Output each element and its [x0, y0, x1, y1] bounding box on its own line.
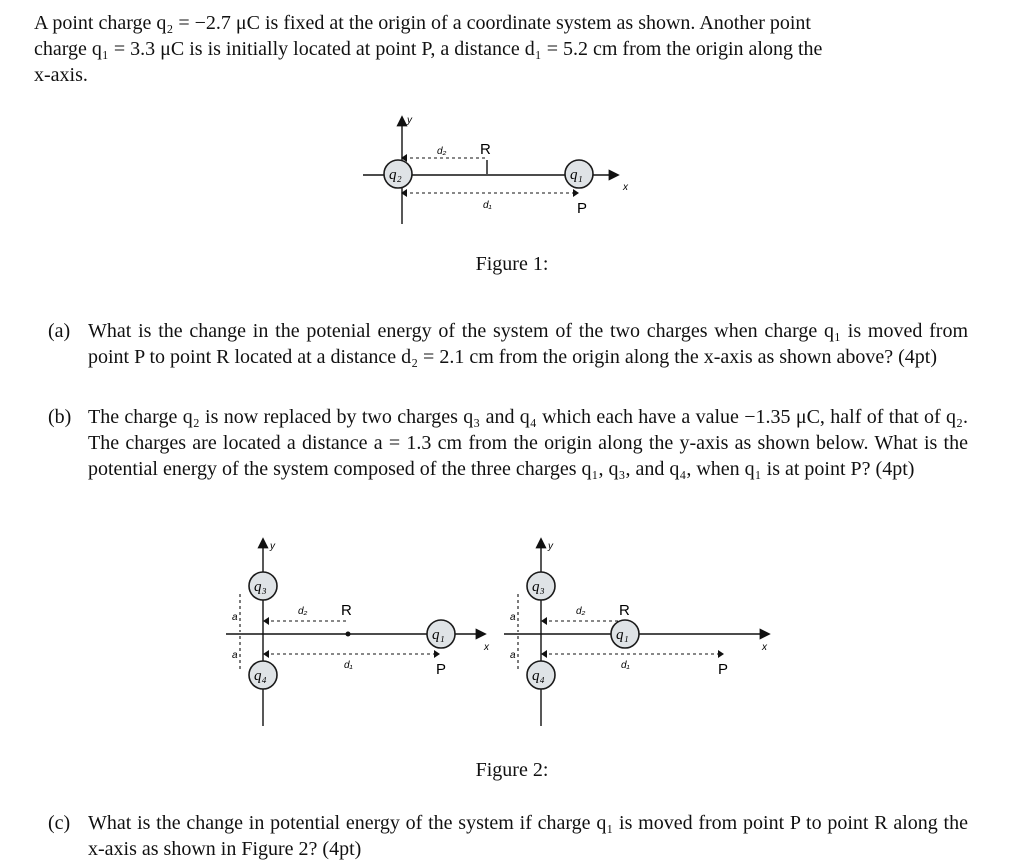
intro-line-2: charge q₁ = 3.3 μC is is initially located at point P, a distance d₁ = 5.2 cm from the origin along the	[34, 38, 823, 60]
charge-q1-label: q₁	[616, 627, 629, 643]
figure-2-left-diagram	[222, 534, 502, 734]
y-axis-label: y	[407, 115, 412, 126]
y-axis-label: y	[270, 541, 275, 552]
point-r-label: R	[619, 602, 630, 619]
d2-label: d₂	[298, 606, 308, 617]
part-c-text: What is the change in potential energy of the system if charge q₁ is moved from point P to point R along the x-axis as shown in Figure 2? (4pt)	[88, 812, 968, 860]
figure-1-caption: Figure 1:	[475, 253, 549, 275]
figure-2-right-diagram	[500, 534, 780, 734]
d2-label: d₂	[576, 606, 586, 617]
d1-label: d₁	[344, 660, 353, 671]
charge-q1-label: q₁	[570, 167, 583, 183]
d1-arrowhead-right	[573, 189, 579, 197]
figure-1-diagram	[355, 112, 655, 232]
point-p-label: P	[436, 661, 447, 678]
question-part-c	[48, 810, 968, 862]
d1-arrowhead-left	[263, 650, 269, 658]
d2-label: d₂	[437, 146, 447, 157]
x-axis-label: x	[623, 182, 628, 193]
point-p-label: P	[577, 200, 588, 217]
part-a-text: What is the change in the potenial energy of the system of the two charges when charge q₁ is moved from point P to point R located at a distance d₂ = 2.1 cm from the origin along the x-axis as shown above? (4pt)	[88, 320, 968, 368]
charge-q4-label: q₄	[532, 668, 545, 684]
question-part-b	[48, 404, 968, 482]
charge-q1-label: q₁	[432, 627, 445, 643]
x-axis-label: x	[484, 642, 489, 653]
a-label-lower: a	[510, 650, 516, 661]
d1-arrowhead-right	[434, 650, 440, 658]
part-b-label: (b)	[48, 406, 72, 428]
question-part-a	[48, 318, 968, 370]
charge-q3-label: q₃	[532, 579, 545, 595]
point-r-label: R	[480, 141, 491, 158]
a-label-upper: a	[510, 612, 516, 623]
d2-arrowhead	[263, 617, 269, 625]
d2-arrowhead	[541, 617, 547, 625]
point-r-dot	[346, 632, 351, 637]
point-p-label: P	[718, 661, 729, 678]
d1-label: d₁	[621, 660, 630, 671]
intro-line-3: x-axis.	[34, 64, 88, 86]
charge-q2-label: q₂	[389, 167, 402, 183]
a-label-lower: a	[232, 650, 238, 661]
intro-line-1: A point charge q₂ = −2.7 μC is fixed at the origin of a coordinate system as shown. Another point	[34, 12, 811, 34]
y-axis-label: y	[548, 541, 553, 552]
part-c-label: (c)	[48, 812, 71, 834]
x-axis-label: x	[762, 642, 767, 653]
a-label-upper: a	[232, 612, 238, 623]
d1-arrowhead-left	[541, 650, 547, 658]
d1-arrowhead-right	[718, 650, 724, 658]
charge-q4-label: q₄	[254, 668, 267, 684]
charge-q3-label: q₃	[254, 579, 267, 595]
figure-2-caption: Figure 2:	[475, 759, 549, 781]
part-a-label: (a)	[48, 320, 71, 342]
d1-label: d₁	[483, 200, 492, 211]
point-r-label: R	[341, 602, 352, 619]
part-b-text: The charge q₂ is now replaced by two charges q₃ and q₄ which each have a value −1.35 μC, half of that of q₂. The charges are located a distance a = 1.3 cm from the origin along the y-axis as shown below. What is the potential energy of the system composed of the three charges q₁, q₃, and q₄, when q₁ is at point P? (4pt)	[88, 406, 968, 480]
